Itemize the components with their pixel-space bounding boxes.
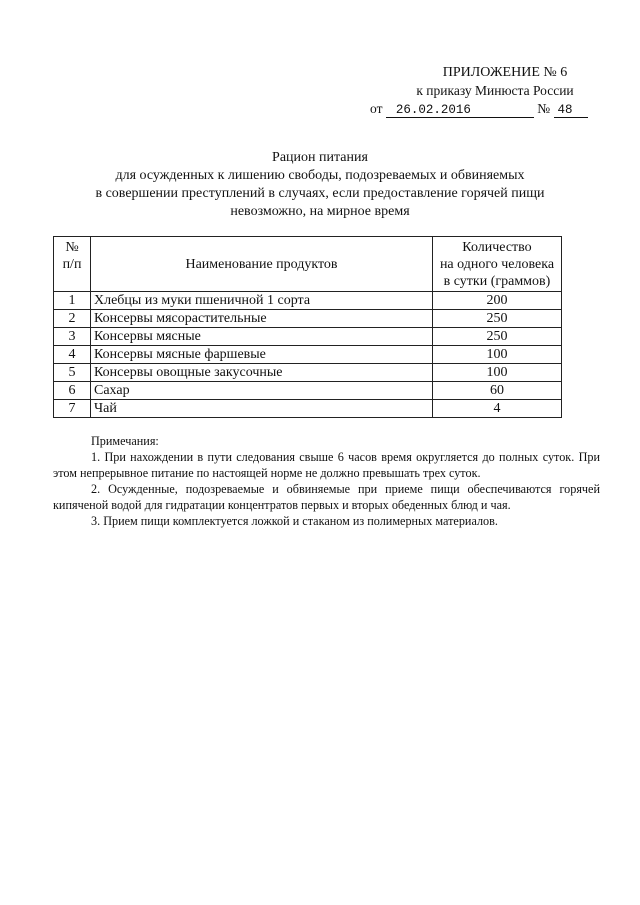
row-product: Чай bbox=[91, 400, 433, 418]
appendix-order: к приказу Минюста России bbox=[416, 83, 574, 98]
row-num: 3 bbox=[54, 328, 91, 346]
title-line-3: в совершении преступлений в случаях, если предоставление горячей пищи bbox=[95, 186, 545, 201]
table-row bbox=[54, 382, 562, 400]
row-product: Сахар bbox=[91, 382, 433, 400]
row-product: Консервы мясные фаршевые bbox=[91, 346, 433, 364]
header-num-line1: № bbox=[65, 240, 79, 255]
header-qty-line2: на одного человека bbox=[439, 256, 555, 272]
row-product: Консервы мясные bbox=[91, 328, 433, 346]
note-item-1: 1. При нахождении в пути следования свыше 6 часов время округляется до полных суток. При этом непрерывное питание по настоящей норме не должно превышать трех суток. bbox=[53, 450, 600, 480]
order-date: 26.02.2016 bbox=[386, 103, 534, 118]
document-title bbox=[50, 149, 590, 221]
header-name: Наименование продуктов bbox=[91, 237, 433, 292]
row-num: 6 bbox=[54, 382, 91, 400]
appendix-title: ПРИЛОЖЕНИЕ № 6 bbox=[442, 65, 568, 80]
row-product: Консервы мясорастительные bbox=[91, 310, 433, 328]
notes-section bbox=[53, 433, 600, 529]
ration-table bbox=[53, 236, 562, 418]
row-qty: 60 bbox=[433, 382, 562, 400]
header-num-line2: п/п bbox=[62, 257, 82, 272]
header-qty bbox=[433, 237, 562, 292]
row-product: Консервы овощные закусочные bbox=[91, 364, 433, 382]
table-header-row bbox=[54, 237, 562, 292]
row-qty: 100 bbox=[433, 364, 562, 382]
header-qty-line1: Количество bbox=[462, 239, 532, 255]
row-num: 5 bbox=[54, 364, 91, 382]
note-item-3: 3. Прием пищи комплектуется ложкой и стаканом из полимерных материалов. bbox=[91, 514, 498, 528]
notes-heading: Примечания: bbox=[91, 434, 159, 448]
table-row bbox=[54, 292, 562, 310]
table-row bbox=[54, 400, 562, 418]
row-qty: 250 bbox=[433, 328, 562, 346]
table-row bbox=[54, 364, 562, 382]
order-number: 48 bbox=[554, 103, 588, 118]
title-line-2: для осужденных к лишению свободы, подозреваемых и обвиняемых bbox=[115, 168, 525, 183]
row-num: 7 bbox=[54, 400, 91, 418]
header-num bbox=[54, 237, 91, 292]
row-qty: 4 bbox=[433, 400, 562, 418]
title-line-1: Рацион питания bbox=[272, 150, 368, 165]
row-qty: 250 bbox=[433, 310, 562, 328]
table-row bbox=[54, 310, 562, 328]
table-row bbox=[54, 346, 562, 364]
row-qty: 200 bbox=[433, 292, 562, 310]
row-num: 1 bbox=[54, 292, 91, 310]
row-qty: 100 bbox=[433, 346, 562, 364]
date-prefix: от bbox=[370, 101, 383, 116]
row-num: 2 bbox=[54, 310, 91, 328]
note-item-2: 2. Осужденные, подозреваемые и обвиняемые при приеме пищи обеспечиваются горячей кипяченой водой для гидратации концентратов первых и вторых обеденных блюд и чая. bbox=[53, 482, 600, 512]
row-product: Хлебцы из муки пшеничной 1 сорта bbox=[91, 292, 433, 310]
row-num: 4 bbox=[54, 346, 91, 364]
title-line-4: невозможно, на мирное время bbox=[230, 204, 410, 219]
appendix-date-line bbox=[370, 100, 600, 118]
header-qty-line3: в сутки (граммов) bbox=[443, 273, 551, 289]
number-prefix: № bbox=[537, 101, 551, 116]
appendix-header bbox=[370, 64, 600, 118]
table-row bbox=[54, 328, 562, 346]
